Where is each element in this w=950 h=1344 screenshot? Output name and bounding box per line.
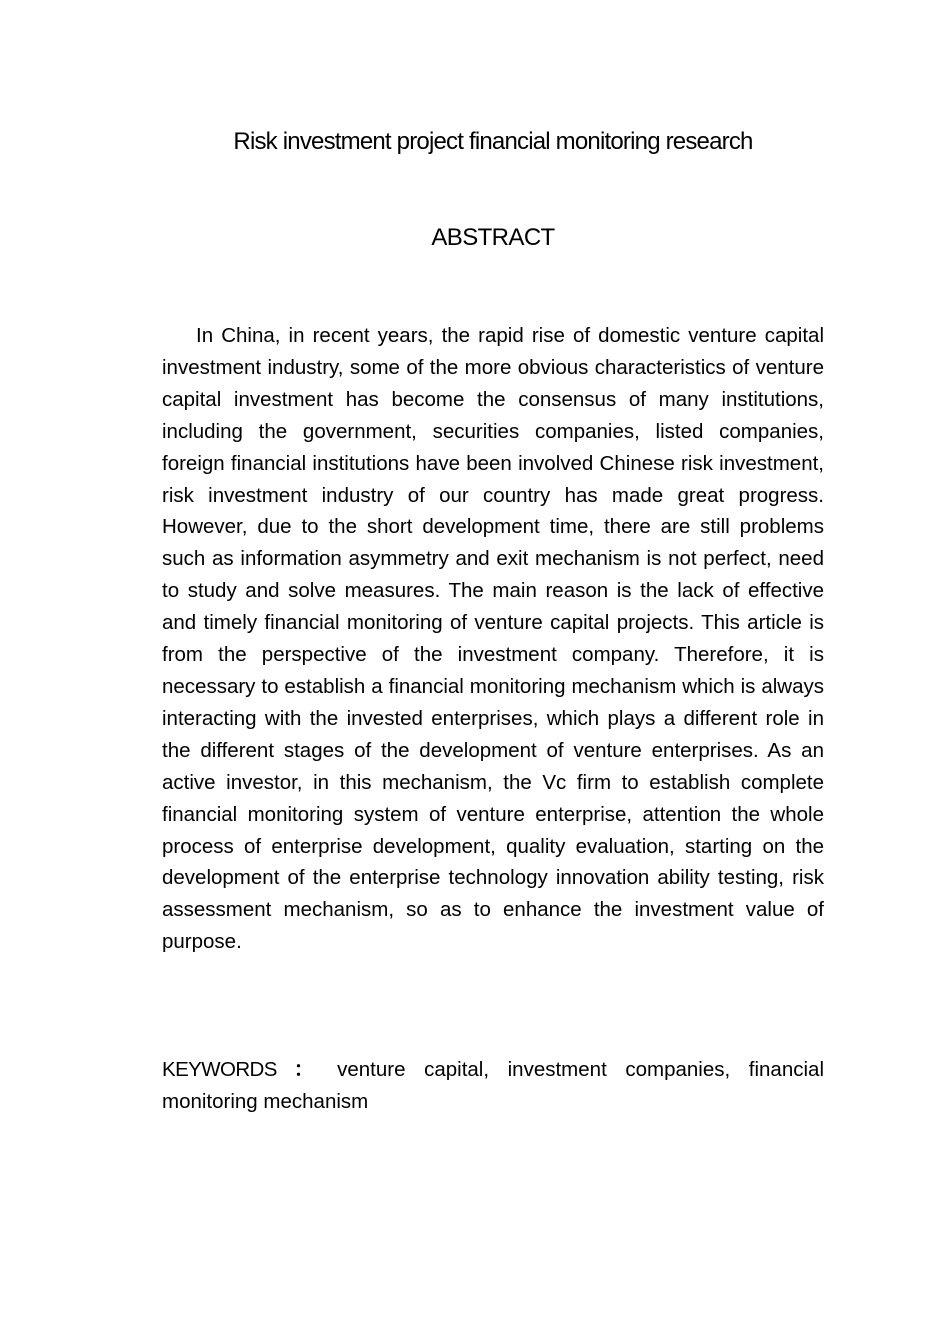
keywords-paragraph — [162, 1054, 824, 1118]
keywords-separator: ： — [280, 1058, 328, 1081]
document-title: Risk investment project financial monitoring research — [233, 128, 753, 155]
keywords-text: venture capital, investment companies, financial monitoring mechanism — [162, 1058, 824, 1113]
abstract-heading: ABSTRACT — [431, 224, 555, 251]
abstract-body: In China, in recent years, the rapid rise of domestic venture capital investment industry, some of the more obvious characteristics of venture capital investment has become the consensus of many institutions, including the government, securities companies, listed companies, foreign financial institutions have been involved Chinese risk investment, risk investment industry of our country has made great progress. However, due to the short development time, there are still problems such as information asymmetry and exit mechanism is not perfect, need to study and solve measures. The main reason is the lack of effective and timely financial monitoring of venture capital projects. This article is from the perspective of the investment company. Therefore, it is necessary to establish a financial monitoring mechanism which is always interacting with the invested enterprises, which plays a different role in the different stages of the development of venture enterprises. As an active investor, in this mechanism, the Vc firm to establish complete financial monitoring system of venture enterprise, attention the whole process of enterprise development, quality evaluation, starting on the development of the enterprise technology innovation ability testing, risk assessment mechanism, so as to enhance the investment value of purpose. — [162, 324, 824, 954]
keywords-label: KEYWORDS — [162, 1058, 277, 1081]
